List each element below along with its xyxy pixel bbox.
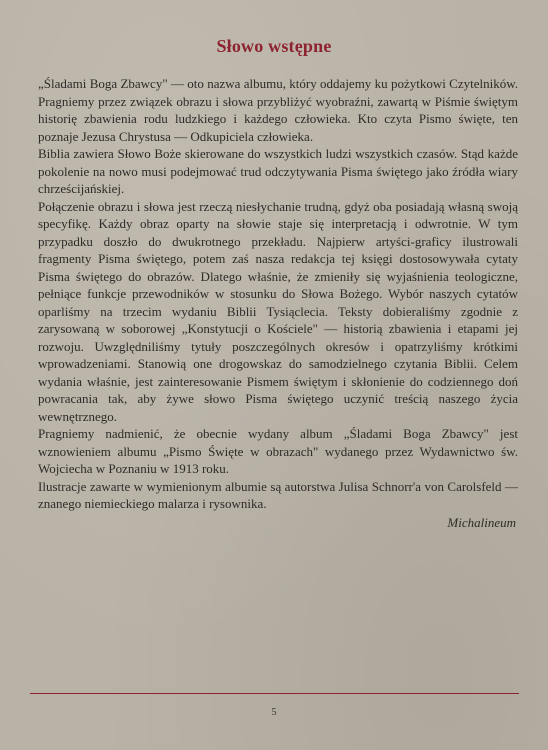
page-title: Słowo wstępne <box>216 36 332 56</box>
paragraph-intro: „Śladami Boga Zbawcy" — oto nazwa albumu, który oddajemy ku pożytkowi Czytelników. Pragniemy przez związek obrazu i słowa przybliżyć wyobraźni, zawartą w Piśmie świętym historię zbawienia rodu ludzkiego i każdego człowieka. Kto czyta Pismo święte, ten poznaje Jezusa Chrystusa — Odkupiciela człowieka. <box>38 76 518 144</box>
paragraph-illustrations: Ilustracje zawarte w wymienionym albumie są autorstwa Julisa Schnorr'a von Carolsfeld — znanego niemieckiego malarza i rysownika. <box>38 478 518 511</box>
preface-body <box>38 75 518 513</box>
paragraph-reissue: Pragniemy nadmienić, że obecnie wydany album „Śladami Boga Zbawcy" jest wznowieniem albumu „Pismo Święte w obrazach" wydanego przez Wydawnictwo św. Wojciecha w Poznaniu w 1913 roku. <box>38 426 518 476</box>
paragraph-bible: Biblia zawiera Słowo Boże skierowane do wszystkich ludzi wszystkich czasów. Stąd każde pokolenie na nowo musi podejmować trud odczytywania Pisma świętego jako źródła wiary chrześcijańskiej. <box>38 146 518 196</box>
footer-divider <box>30 693 519 694</box>
signature: Michalineum <box>447 515 516 530</box>
paragraph-image-and-word: Połączenie obrazu i słowa jest rzeczą niesłychanie trudną, gdyż oba posiadają własną swoją specyfikę. Każdy obraz oparty na słowie staje się interpretacją i odwrotnie. W tym przypadku doszło do dwukrotnego przekładu. Najpierw artyści-graficy ilustrowali fragmenty Pisma świętego, potem zaś nasza redakcja tej księgi dostosowywała cytaty Pisma świętego do obrazów. Dlatego właśnie, że zmieniły się wyjaśnienia teologiczne, pełniące funkcje przewodników w stosunku do Słowa Bożego. Wybór naszych cytatów oparliśmy na trzecim wydaniu Biblii Tysiąclecia. Teksty dobieraliśmy zgodnie z zarysowaną w soborowej „Konstytucji o Kościele" — historią zbawienia i etapami jej rozwoju. Uwzględniliśmy tytuły poszczególnych okresów i opatrzyliśmy krótkimi wprowadzeniami. Stanowią one drogowskaz do samodzielnego czytania Biblii. Celem wydania właśnie, jest zainteresowanie Pismem świętym i skłonienie do codziennego doń powracania tak, aby żywe słowo Pisma świętego uczynić treścią naszego życia wewnętrznego. <box>38 198 518 424</box>
page-number: 5 <box>271 707 277 718</box>
